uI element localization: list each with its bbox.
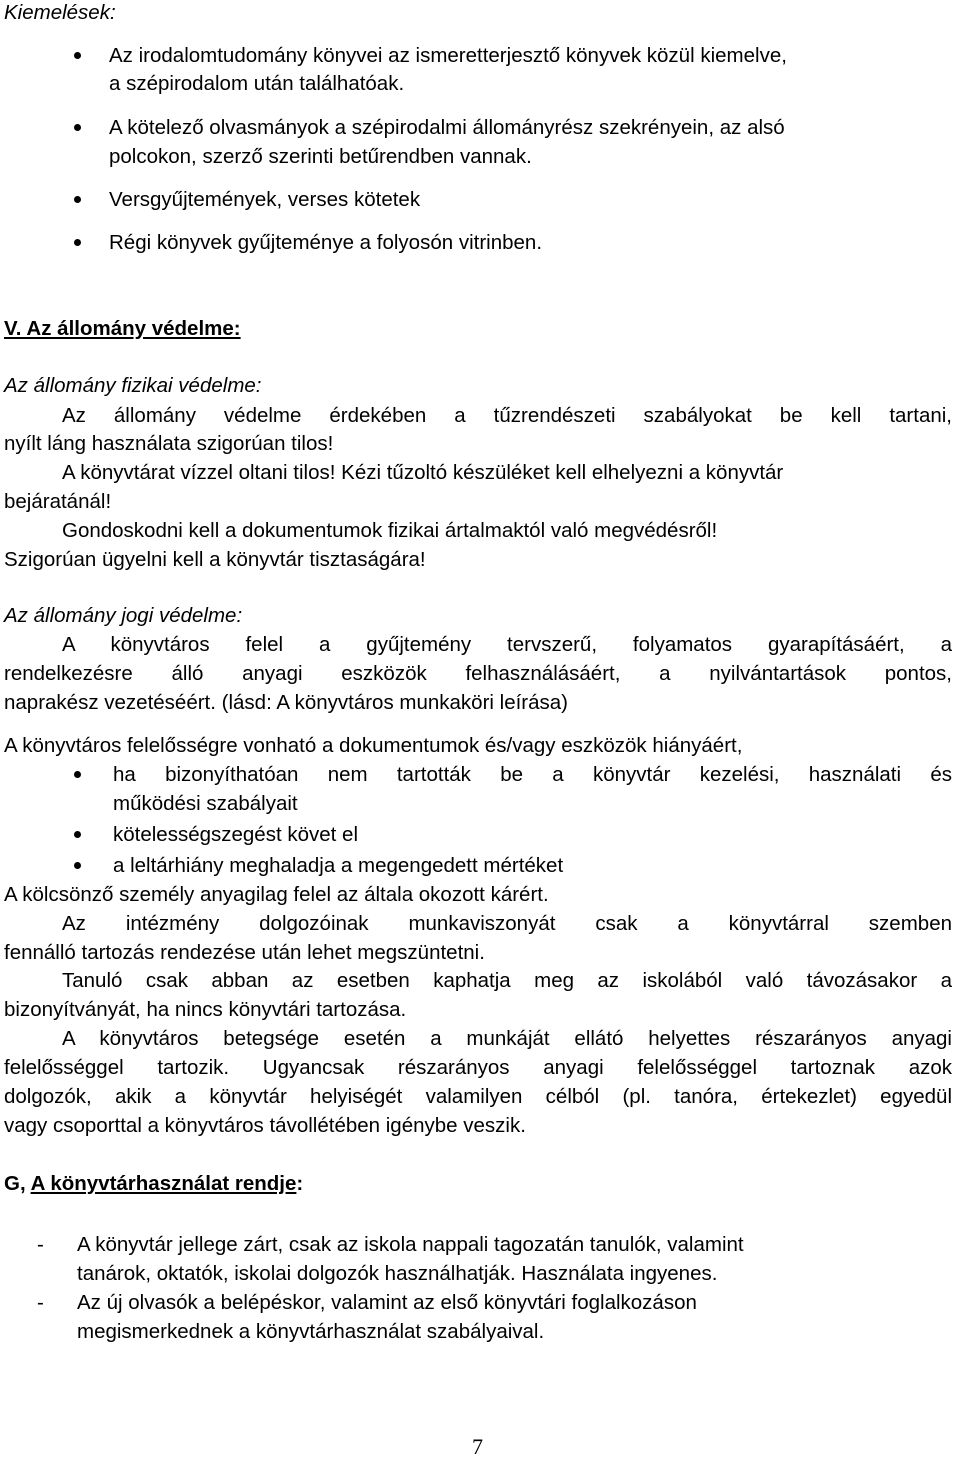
section-g-suffix: : xyxy=(296,1172,304,1195)
section-v-title: V. Az állomány védelme: xyxy=(4,317,241,340)
list-item: működési szabályait xyxy=(113,792,298,815)
list-item: Az új olvasók a belépéskor, valamint az első könyvtári foglalkozáson xyxy=(77,1291,697,1314)
paragraph-line: A kölcsönző személy anyagilag felel az általa okozott kárért. xyxy=(4,883,549,906)
section-g-title xyxy=(4,1172,303,1196)
highlights-heading: Kiemelések: xyxy=(4,1,116,24)
list-item: a leltárhiány meghaladja a megengedett mértéket xyxy=(113,854,564,877)
paragraph-line: Az intézmény dolgozóinak munkaviszonyát csak a könyvtárral szemben xyxy=(62,912,952,935)
paragraph-line: dolgozók, akik a könyvtár helyiségét valamilyen célból (pl. tanóra, értekezlet) egyedül xyxy=(4,1085,952,1108)
paragraph-line: fennálló tartozás rendezése után lehet megszüntetni. xyxy=(4,941,485,964)
bullet-icon xyxy=(74,831,81,838)
section-g-prefix: G, xyxy=(4,1172,31,1195)
legal-protection-heading: Az állomány jogi védelme: xyxy=(4,604,243,627)
bullet-icon xyxy=(74,124,81,131)
list-item: ha bizonyíthatóan nem tartották be a könyvtár kezelési, használati és xyxy=(113,763,952,786)
bullet-icon xyxy=(74,771,81,778)
paragraph-line: A könyvtáros felel a gyűjtemény tervszerű, folyamatos gyarapításáért, a xyxy=(62,633,952,656)
list-item: tanárok, oktatók, iskolai dolgozók használhatják. Használata ingyenes. xyxy=(77,1262,718,1285)
list-item: Versgyűjtemények, verses kötetek xyxy=(109,188,421,211)
paragraph-line: A könyvtáros betegsége esetén a munkáját ellátó helyettes részarányos anyagi xyxy=(62,1027,952,1050)
paragraph-line: A könyvtárat vízzel oltani tilos! Kézi tűzoltó készüléket kell elhelyezni a könyvtár xyxy=(62,461,784,484)
section-g-title-text: A könyvtárhasználat rendje xyxy=(30,1172,297,1195)
paragraph-line: rendelkezésre álló anyagi eszközök felhasználásáért, a nyilvántartások pontos, xyxy=(4,662,952,685)
list-item: Régi könyvek gyűjteménye a folyosón vitrinben. xyxy=(109,231,543,254)
paragraph-line: naprakész vezetéséért. (lásd: A könyvtáros munkaköri leírása) xyxy=(4,691,569,714)
bullet-icon xyxy=(74,196,81,203)
bullet-icon xyxy=(74,52,81,59)
list-item: megismerkednek a könyvtárhasználat szabályaival. xyxy=(77,1320,545,1343)
list-item: A könyvtár jellege zárt, csak az iskola nappali tagozatán tanulók, valamint xyxy=(77,1233,744,1256)
physical-protection-heading: Az állomány fizikai védelme: xyxy=(4,374,262,397)
paragraph-line: vagy csoporttal a könyvtáros távollétében igénybe veszik. xyxy=(4,1114,526,1137)
dash-bullet: - xyxy=(37,1291,44,1314)
dash-bullet: - xyxy=(37,1233,44,1256)
paragraph-line: Tanuló csak abban az esetben kaphatja meg az iskolából való távozásakor a xyxy=(62,969,952,992)
paragraph-line: Szigorúan ügyelni kell a könyvtár tisztaságára! xyxy=(4,548,426,571)
paragraph-line: Gondoskodni kell a dokumentumok fizikai ártalmaktól való megvédésről! xyxy=(62,519,718,542)
page-number: 7 xyxy=(472,1434,483,1459)
paragraph-line: nyílt láng használata szigorúan tilos! xyxy=(4,432,334,455)
list-item: kötelességszegést követ el xyxy=(113,823,358,846)
list-item: polcokon, szerző szerinti betűrendben vannak. xyxy=(109,145,532,168)
list-item: A kötelező olvasmányok a szépirodalmi állományrész szekrényein, az alsó xyxy=(109,116,785,139)
list-item: Az irodalomtudomány könyvei az ismeretterjesztő könyvek közül kiemelve, xyxy=(109,44,787,67)
paragraph-line: A könyvtáros felelősségre vonható a dokumentumok és/vagy eszközök hiányáért, xyxy=(4,734,743,757)
bullet-icon xyxy=(74,862,81,869)
paragraph-line: felelősséggel tartozik. Ugyancsak részarányos anyagi felelősséggel tartoznak azok xyxy=(4,1056,952,1079)
list-item: a szépirodalom után találhatóak. xyxy=(109,72,405,95)
bullet-icon xyxy=(74,239,81,246)
paragraph-line: Az állomány védelme érdekében a tűzrendészeti szabályokat be kell tartani, xyxy=(62,404,952,427)
paragraph-line: bizonyítványát, ha nincs könyvtári tartozása. xyxy=(4,998,407,1021)
paragraph-line: bejáratánál! xyxy=(4,490,112,513)
